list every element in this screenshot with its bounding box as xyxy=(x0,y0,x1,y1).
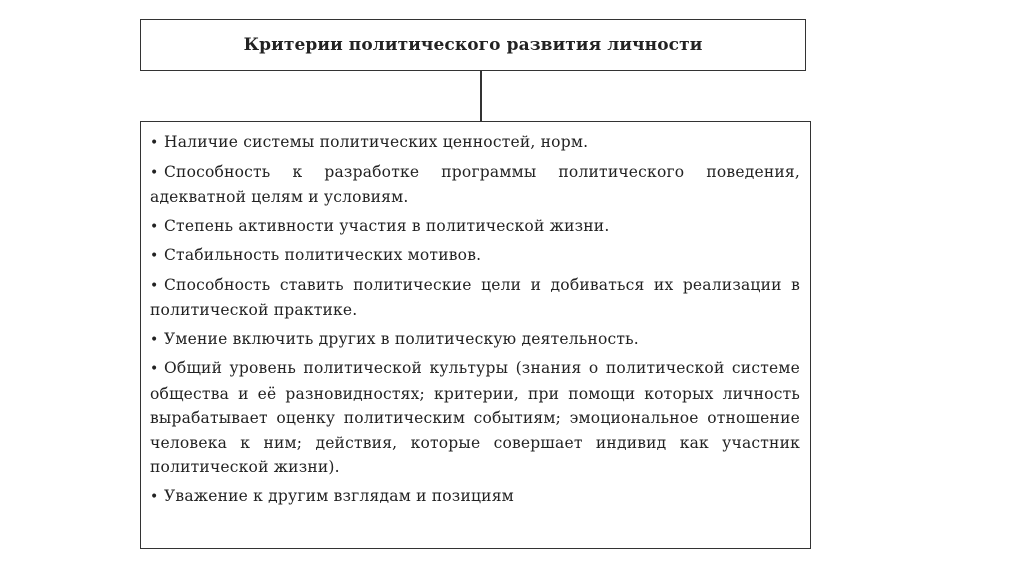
bullet-icon: • xyxy=(150,164,159,181)
criteria-item-5 xyxy=(150,273,800,323)
bullet-icon: • xyxy=(150,331,159,348)
criteria-item-6 xyxy=(150,327,800,353)
criteria-item-8 xyxy=(150,484,800,510)
criteria-item-4 xyxy=(150,243,800,269)
criteria-item-text: Умение включить других в политическую деятельность. xyxy=(164,329,639,348)
criteria-item-1 xyxy=(150,130,800,156)
criteria-item-text: Способность к разработке программы политического поведения, адекватной целям и условиям. xyxy=(150,162,800,206)
criteria-item-text: Общий уровень политической культуры (знания о политической системе общества и её разновидностях; критерии, при помощи которых личность вырабатывает оценку политическим событиям; эмоциональное отношение человека к ним; действия, которые совершает индивид как участник политической жизни). xyxy=(150,359,800,476)
diagram-title-box xyxy=(140,19,806,71)
bullet-icon: • xyxy=(150,135,159,151)
bullet-icon: • xyxy=(150,218,159,235)
criteria-item-text: Стабильность политических мотивов. xyxy=(164,246,482,264)
diagram-title: Критерии политического развития личности xyxy=(243,35,703,55)
bullet-icon: • xyxy=(150,361,159,377)
bullet-icon: • xyxy=(150,277,159,294)
criteria-item-7 xyxy=(150,356,800,480)
criteria-item-3 xyxy=(150,214,800,240)
bullet-icon: • xyxy=(150,488,159,505)
criteria-list-box xyxy=(140,121,811,549)
criteria-item-text: Степень активности участия в политической жизни. xyxy=(164,216,610,235)
connector-line xyxy=(480,71,482,121)
criteria-item-text: Уважение к другим взглядам и позициям xyxy=(164,486,514,505)
criteria-item-2 xyxy=(150,160,800,210)
criteria-item-text: Наличие системы политических ценностей, норм. xyxy=(164,133,589,151)
criteria-item-text: Способность ставить политические цели и добиваться их реализации в политической практике. xyxy=(150,275,800,319)
bullet-icon: • xyxy=(150,248,159,264)
